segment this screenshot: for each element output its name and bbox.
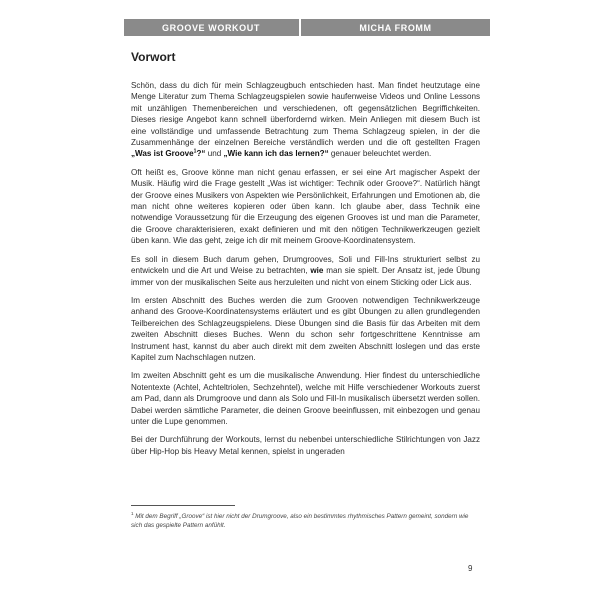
- footnote-separator: [131, 505, 235, 506]
- paragraph-3-text-b: man sie spielt. Der Ansatz ist, jede Übung immer von der musikalischen Seite aus herzuleiten und nicht von einem Sticking oder Lick aus.: [131, 266, 481, 287]
- paragraph-3: [131, 254, 480, 288]
- footnote: [131, 512, 480, 530]
- paragraph-6: Bei der Durchführung der Workouts, lernst du nebenbei unterschiedliche Stilrichtungen von Jazz über Hip-Hop bis Heavy Metal kennen, spielst in ungeraden: [131, 435, 480, 456]
- running-header: [124, 19, 490, 36]
- footnote-text: Mit dem Begriff „Groove“ ist hier nicht der Drumgroove, also ein bestimmtes rhythmisches Pattern gemeint, sondern wie sich das gespielte Pattern anfühlt.: [131, 513, 469, 529]
- question-1-text: „Was ist Groove: [131, 149, 194, 159]
- paragraph-1-text-a: Schön, dass du dich für mein Schlagzeugbuch entschieden hast. Man findet heutzutage eine Menge Literatur zum Thema Schlagzeugspielen sowie haufenweise Videos und Online Lessons mit unzähligen Themenbereichen und verschiedenen, oft gegensätzlichen Begriffichkeiten. Dieses riesige Angebot kann schnell überfordernd wirken. Mein Anliegen mit diesem Buch ist eine vollständige und umfassende Betrachtung zum Thema Schlagzeug spielen, in der die Zusammenhänge der einzelnen Bereiche verständlich werden und die oft gestellten Fragen: [131, 81, 480, 148]
- header-author: MICHA FROMM: [359, 22, 432, 33]
- paragraph-1-text-mid: und: [205, 149, 224, 159]
- paragraph-1-text-end: genauer beleuchtet werden.: [328, 149, 432, 159]
- paragraph-3-text-a: Es soll in diesem Buch darum gehen, Drumgrooves, Soli und Fill-Ins strukturiert selbst zu entwickeln und die Art und Weise zu betrachten,: [131, 254, 480, 276]
- paragraph-5: Im zweiten Abschnitt geht es um die musikalische Anwendung. Hier findest du unterschiedliche Notentexte (Achtel, Achteltriolen, Sechzehntel), welche mit Hilfe verschiedener Workouts zuerst am Pad, dann als Drumgroove und dann als Solo und Fill-In musikalisch übersetzt werden sollen. Dabei werden sämtliche Parameter, die deinen Groove beeinflussen, mit einbezogen und genau unter die Lupe genommen.: [131, 371, 480, 426]
- question-how-to-learn: „Wie kann ich das lernen?“: [223, 149, 329, 159]
- chapter-title: Vorwort: [131, 50, 176, 64]
- question-what-is-groove: [131, 149, 205, 158]
- footnote-reference: 1: [193, 148, 197, 155]
- page-number: 9: [468, 564, 473, 573]
- paragraph-2: Oft heißt es, Groove könne man nicht genau erfassen, er sei eine Art magischer Aspekt der Musik. Häufig wird die Frage gestellt „Was ist wichtiger: Technik oder Groove?“. Natürlich hängt der Groove eines Musikers von Aspekten wie Persönlichkeit, Erfahrungen und Emotionen ab, die man nicht ohne weiteres kopieren oder üben kann. Ich glaube aber, dass Technik eine notwendige Voraussetzung für die Erzeugung des eigenen Grooves ist und man die Parameter, die Groove charakterisieren, exakt definieren und mit den nötigen Technikwerkzeugen gezielt üben kann. Wie das geht, zeige ich dir mit meinem Groove-Koordinatensystem.: [131, 167, 480, 246]
- paragraph-4: Im ersten Abschnitt des Buches werden die zum Grooven notwendigen Technikwerkzeuge anhand des Groove-Koordinatensystems erläutert und es gibt Übungen zu allen grundlegenden Teilbereichen des Schlagzeugspielens. Diese Übungen sind die Basis für das Arbeiten mit dem zweiten Abschnitt dieses Buches. Wenn du schon sehr fortgeschrittene Kenntnisse am Instrument hast, kannst du aber auch direkt mit dem zweiten Abschnitt loslegen und das erste Kapitel zum Nachschlagen nutzen.: [131, 295, 480, 362]
- emphasis-wie: wie: [310, 266, 324, 276]
- body-text: [131, 80, 480, 464]
- question-1-end: ?“: [196, 149, 206, 159]
- paragraph-1: [131, 80, 480, 160]
- header-book-title: GROOVE WORKOUT: [162, 22, 260, 33]
- footnote-number: 1: [131, 510, 134, 516]
